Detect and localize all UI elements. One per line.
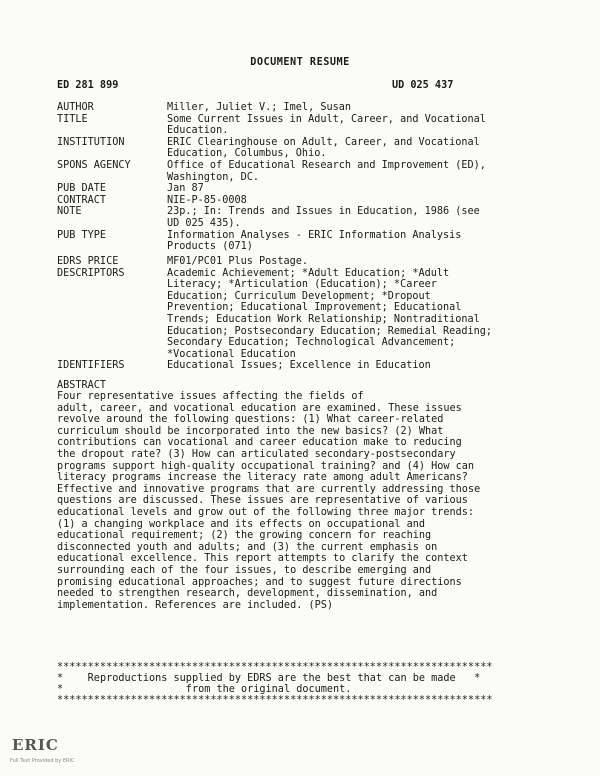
field-note xyxy=(57,206,557,229)
field-title xyxy=(57,114,557,137)
field-label: PUB TYPE xyxy=(57,229,107,241)
field-value: ERIC Clearinghouse on Adult, Career, and Vocational Education, Columbus, Ohio. xyxy=(167,136,480,160)
field-value: Office of Educational Research and Improvement (ED), Washington, DC. xyxy=(167,159,486,183)
field-pub-date xyxy=(57,183,557,195)
eric-logo-subtext: Full Text Provided by ERIC xyxy=(10,758,75,764)
field-descriptors xyxy=(57,268,557,361)
field-value: Information Analyses - ERIC Information Analysis Products (071) xyxy=(167,229,462,253)
field-label: TITLE xyxy=(57,113,88,125)
banner-star: * xyxy=(57,684,64,695)
field-label: SPONS AGENCY xyxy=(57,159,131,171)
eric-logo: ERIC xyxy=(12,736,59,754)
reproduction-banner xyxy=(57,662,557,706)
metadata-fields-top xyxy=(57,102,557,253)
field-label: NOTE xyxy=(57,206,82,218)
banner-line-1: Reproductions supplied by EDRS are the best that can be made xyxy=(63,673,456,684)
abstract-label: ABSTRACT xyxy=(57,380,107,391)
field-value: MF01/PC01 Plus Postage. xyxy=(167,256,309,267)
field-label: DESCRIPTORS xyxy=(57,267,125,279)
metadata-fields-bottom xyxy=(57,256,557,360)
field-label: AUTHOR xyxy=(57,102,94,113)
field-label: PUB DATE xyxy=(57,183,107,195)
ud-number: UD 025 437 xyxy=(392,80,454,91)
field-value: Miller, Juliet V.; Imel, Susan xyxy=(167,102,352,113)
field-value: Academic Achievement; *Adult Education; *Adult Literacy; *Articulation (Education); *Career Education; Curriculum Development; *Dropout Prevention; Educational Improvement; Educational Trends; Education Work Relationship; Nontraditional Education; Postsecondary Education; Remedial Reading; Secondary Education; Technological Advancement; *Vocational Education xyxy=(167,267,493,360)
field-label: EDRS PRICE xyxy=(57,256,119,267)
field-contract xyxy=(57,195,557,207)
field-label: INSTITUTION xyxy=(57,136,125,148)
field-value: 23p.; In: Trends and Issues in Education, 1986 (see UD 025 435). xyxy=(167,206,480,229)
field-value: Jan 87 xyxy=(167,183,204,195)
field-institution xyxy=(57,137,557,160)
banner-star: * xyxy=(57,673,64,684)
field-pub-type xyxy=(57,230,557,253)
banner-line-2: from the original document. xyxy=(63,684,352,695)
field-spons-agency xyxy=(57,160,557,183)
field-identifiers xyxy=(57,360,557,372)
field-label: CONTRACT xyxy=(57,194,107,206)
field-author xyxy=(57,102,557,114)
star-border: *********************************************************************** xyxy=(57,695,493,706)
field-value: NIE-P-85-0008 xyxy=(167,194,247,206)
banner-star: * xyxy=(474,673,481,684)
field-edrs-price xyxy=(57,256,557,268)
abstract-text: Four representative issues affecting the fields of adult, career, and vocational education are examined. These issues revolve around the following questions: (1) What career-related curriculum should be incorporated into the new basics? (2) What contributions can vocational and career education make to reducing the dropout rate? (3) How can articulated secondary-postsecondary programs support high-quality occupational training? and (4) How can literacy programs increase the literacy rate among adult Americans? Effective and innovative programs that are currently addressing those questions are discussed. These issues are representative of various educational levels and grow out of the following three major trends: (1) a changing workplace and its effects on occupational and educational requirement; (2) the growing concern for reaching disconnected youth and adults; and (3) the current emphasis on educational excellence. This report attempts to clarify the context surrounding each of the four issues, to describe emerging and promising educational approaches; and to suggest future directions needed to strengthen research, development, dissemination, and implementation. References are included. (PS) xyxy=(57,391,481,611)
field-label: IDENTIFIERS xyxy=(57,360,125,371)
document-title: DOCUMENT RESUME xyxy=(250,57,350,68)
field-value: Educational Issues; Excellence in Education xyxy=(167,360,431,371)
ed-number: ED 281 899 xyxy=(57,80,119,91)
field-value: Some Current Issues in Adult, Career, and Vocational Education. xyxy=(167,113,486,137)
star-border: *********************************************************************** xyxy=(57,662,493,673)
